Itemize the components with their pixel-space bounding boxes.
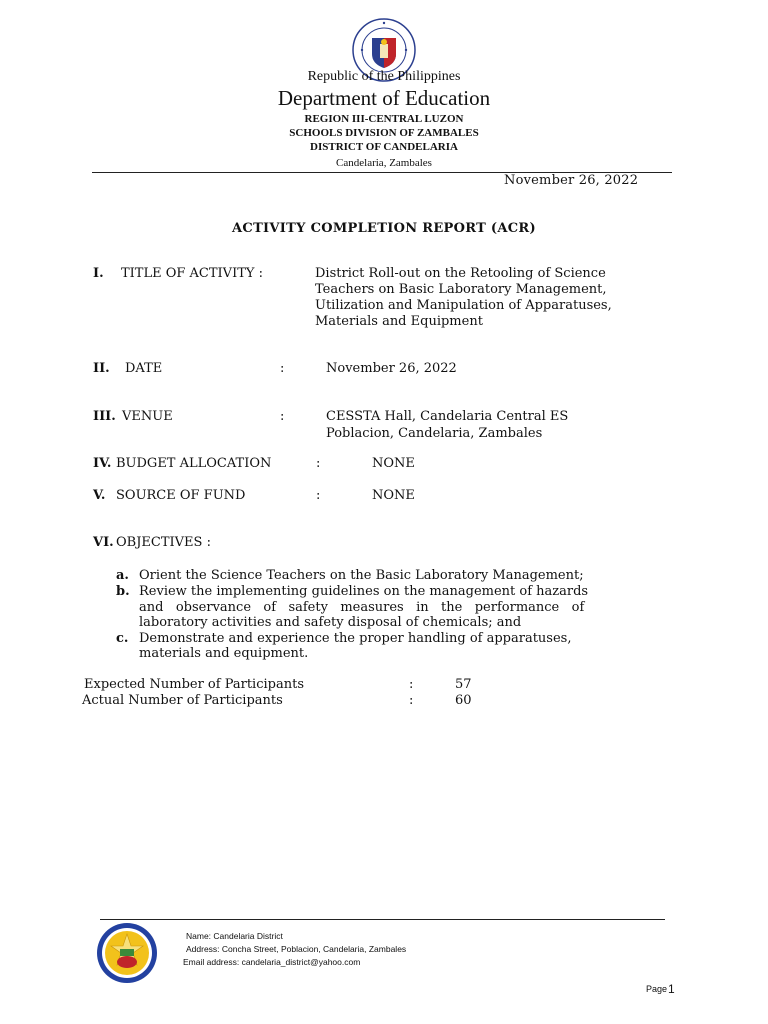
region-heading: REGION III-CENTRAL LUZON: [304, 113, 464, 125]
footer-email: Email address: candelaria_district@yahoo.com: [183, 957, 361, 967]
document-date: November 26, 2022: [504, 173, 639, 188]
report-title: ACTIVITY COMPLETION REPORT (ACR): [232, 221, 536, 236]
district-heading: DISTRICT OF CANDELARIA: [310, 141, 458, 153]
venue-colon: :: [280, 409, 285, 424]
item-number-budget: IV.: [93, 456, 112, 471]
republic-heading: Republic of the Philippines: [307, 69, 461, 84]
actual-participants-colon: :: [409, 693, 414, 708]
title-line-4: Materials and Equipment: [315, 314, 483, 329]
town-heading: Candelaria, Zambales: [336, 157, 432, 169]
date-value: November 26, 2022: [326, 361, 457, 376]
department-heading: Department of Education: [277, 86, 491, 110]
expected-participants-value: 57: [455, 677, 472, 692]
objective-b-line-3: laboratory activities and safety disposal of chemicals; and: [139, 615, 522, 630]
page-number: 1: [668, 982, 675, 996]
venue-line-2: Poblacion, Candelaria, Zambales: [326, 426, 543, 441]
item-number-fund: V.: [93, 488, 106, 503]
item-number-venue: III.: [93, 409, 116, 424]
fund-value: NONE: [372, 488, 415, 503]
objective-b-line-1: Review the implementing guidelines on the management of hazards: [139, 584, 589, 599]
page-label: Page: [646, 984, 668, 994]
venue-line-1: CESSTA Hall, Candelaria Central ES: [326, 409, 569, 424]
actual-participants-value: 60: [455, 693, 472, 708]
objective-a-letter: a.: [116, 568, 129, 583]
footer-address: Address: Concha Street, Poblacion, Candelaria, Zambales: [186, 944, 407, 954]
objective-a-line-1: Orient the Science Teachers on the Basic Laboratory Management;: [139, 568, 584, 583]
division-heading: SCHOOLS DIVISION OF ZAMBALES: [289, 127, 479, 139]
budget-value: NONE: [372, 456, 415, 471]
objective-c-letter: c.: [116, 631, 129, 646]
title-label: TITLE OF ACTIVITY :: [121, 266, 263, 281]
fund-colon: :: [316, 488, 321, 503]
item-number-date: II.: [93, 361, 110, 376]
item-number-title: I.: [93, 266, 104, 281]
fund-label: SOURCE OF FUND: [116, 488, 246, 503]
budget-label: BUDGET ALLOCATION: [116, 456, 272, 471]
objective-b-letter: b.: [116, 584, 130, 599]
footer-name: Name: Candelaria District: [186, 931, 283, 941]
budget-colon: :: [316, 456, 321, 471]
objectives-label: OBJECTIVES :: [116, 535, 211, 550]
title-line-3: Utilization and Manipulation of Apparatuses,: [315, 298, 612, 313]
objective-c-line-2: materials and equipment.: [139, 646, 309, 661]
objective-c-line-1: Demonstrate and experience the proper handling of apparatuses,: [139, 631, 572, 646]
expected-participants-label: Expected Number of Participants: [84, 677, 304, 692]
title-line-1: District Roll-out on the Retooling of Science: [315, 266, 606, 281]
actual-participants-label: Actual Number of Participants: [82, 693, 283, 708]
objective-b-line-2: and observance of safety measures in the performance of: [139, 600, 585, 615]
item-number-objectives: VI.: [93, 535, 114, 550]
footer-divider: [100, 919, 665, 920]
date-label: DATE: [125, 361, 163, 376]
expected-participants-colon: :: [409, 677, 414, 692]
date-colon: :: [280, 361, 285, 376]
deped-district-logo: [96, 922, 158, 984]
title-line-2: Teachers on Basic Laboratory Management,: [315, 282, 607, 297]
venue-label: VENUE: [122, 409, 173, 424]
